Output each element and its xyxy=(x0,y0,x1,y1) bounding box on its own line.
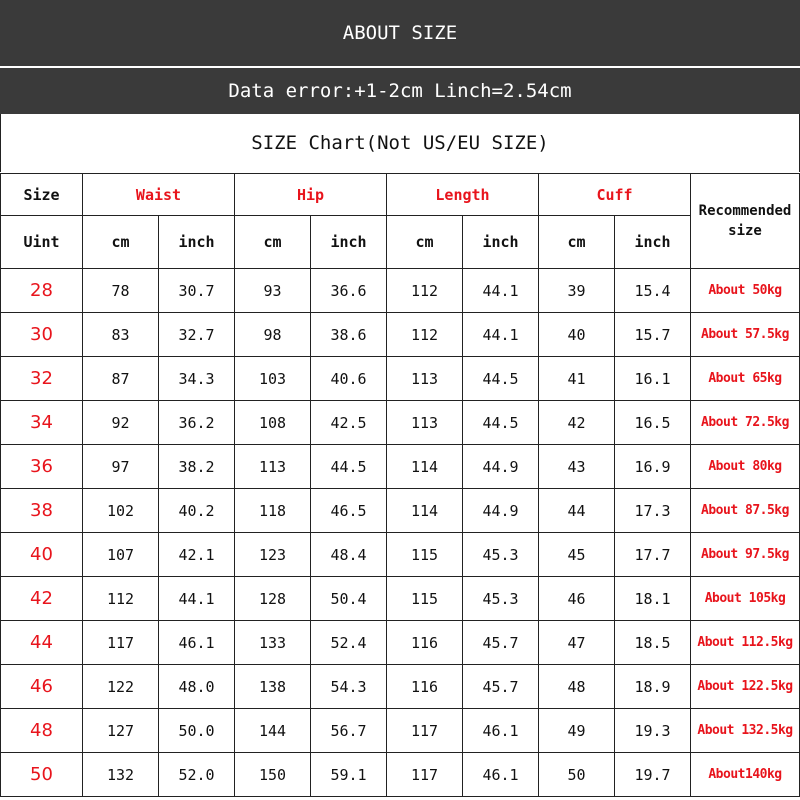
length-header: Length xyxy=(387,174,539,216)
cuff-inch-cell: 15.4 xyxy=(615,269,691,313)
waist-inch-cell: 36.2 xyxy=(159,401,235,445)
recommended-size-cell: About 112.5kg xyxy=(691,621,800,665)
waist-inch-cell: 48.0 xyxy=(159,665,235,709)
hip-inch-cell: 50.4 xyxy=(311,577,387,621)
cuff-inch-cell: 16.9 xyxy=(615,445,691,489)
waist-inch-cell: 46.1 xyxy=(159,621,235,665)
length-cm-cell: 115 xyxy=(387,533,463,577)
table-row xyxy=(1,269,800,313)
size-cell: 30 xyxy=(1,313,83,357)
length-inch-cell: 45.3 xyxy=(463,577,539,621)
hip-cm-cell: 108 xyxy=(235,401,311,445)
table-row xyxy=(1,753,800,797)
table-row xyxy=(1,577,800,621)
size-cell: 44 xyxy=(1,621,83,665)
waist-inch-cell: 42.1 xyxy=(159,533,235,577)
length-inch-cell: 45.3 xyxy=(463,533,539,577)
length-cm-header: cm xyxy=(387,216,463,269)
recommended-size-cell: About 80kg xyxy=(691,445,800,489)
hip-inch-cell: 42.5 xyxy=(311,401,387,445)
cuff-inch-header: inch xyxy=(615,216,691,269)
length-cm-cell: 116 xyxy=(387,665,463,709)
hip-cm-cell: 128 xyxy=(235,577,311,621)
hip-inch-cell: 44.5 xyxy=(311,445,387,489)
recommended-size-cell: About 132.5kg xyxy=(691,709,800,753)
length-cm-cell: 117 xyxy=(387,753,463,797)
waist-cm-cell: 107 xyxy=(83,533,159,577)
recommended-size-cell: About140kg xyxy=(691,753,800,797)
length-inch-cell: 44.1 xyxy=(463,313,539,357)
length-cm-cell: 115 xyxy=(387,577,463,621)
waist-header: Waist xyxy=(83,174,235,216)
hip-cm-cell: 98 xyxy=(235,313,311,357)
cuff-inch-cell: 16.1 xyxy=(615,357,691,401)
cuff-cm-cell: 41 xyxy=(539,357,615,401)
recommended-size-cell: About 122.5kg xyxy=(691,665,800,709)
hip-cm-cell: 113 xyxy=(235,445,311,489)
cuff-cm-cell: 39 xyxy=(539,269,615,313)
table-row xyxy=(1,313,800,357)
waist-inch-cell: 40.2 xyxy=(159,489,235,533)
hip-inch-cell: 36.6 xyxy=(311,269,387,313)
size-cell: 42 xyxy=(1,577,83,621)
size-cell: 36 xyxy=(1,445,83,489)
cuff-cm-cell: 47 xyxy=(539,621,615,665)
hip-inch-cell: 52.4 xyxy=(311,621,387,665)
hip-cm-cell: 123 xyxy=(235,533,311,577)
table-row xyxy=(1,709,800,753)
cuff-inch-cell: 15.7 xyxy=(615,313,691,357)
waist-inch-header: inch xyxy=(159,216,235,269)
cuff-inch-cell: 19.3 xyxy=(615,709,691,753)
cuff-cm-cell: 40 xyxy=(539,313,615,357)
hip-inch-header: inch xyxy=(311,216,387,269)
table-row xyxy=(1,621,800,665)
page-title: ABOUT SIZE xyxy=(0,0,800,68)
hip-inch-cell: 38.6 xyxy=(311,313,387,357)
hip-cm-cell: 133 xyxy=(235,621,311,665)
cuff-inch-cell: 17.3 xyxy=(615,489,691,533)
cuff-cm-cell: 49 xyxy=(539,709,615,753)
recommended-size-header: Recommended size xyxy=(691,174,800,269)
waist-inch-cell: 38.2 xyxy=(159,445,235,489)
hip-inch-cell: 59.1 xyxy=(311,753,387,797)
waist-inch-cell: 50.0 xyxy=(159,709,235,753)
recommended-size-cell: About 65kg xyxy=(691,357,800,401)
waist-cm-cell: 132 xyxy=(83,753,159,797)
cuff-inch-cell: 19.7 xyxy=(615,753,691,797)
hip-cm-cell: 138 xyxy=(235,665,311,709)
header-row-units xyxy=(1,216,800,269)
hip-header: Hip xyxy=(235,174,387,216)
waist-cm-cell: 127 xyxy=(83,709,159,753)
hip-inch-cell: 40.6 xyxy=(311,357,387,401)
length-inch-cell: 46.1 xyxy=(463,709,539,753)
size-cell: 48 xyxy=(1,709,83,753)
table-row xyxy=(1,489,800,533)
unit-header: Uint xyxy=(1,216,83,269)
length-inch-cell: 44.9 xyxy=(463,445,539,489)
cuff-inch-cell: 16.5 xyxy=(615,401,691,445)
size-cell: 46 xyxy=(1,665,83,709)
hip-cm-cell: 103 xyxy=(235,357,311,401)
cuff-cm-cell: 44 xyxy=(539,489,615,533)
recommended-size-cell: About 87.5kg xyxy=(691,489,800,533)
cuff-cm-cell: 45 xyxy=(539,533,615,577)
waist-cm-cell: 112 xyxy=(83,577,159,621)
length-inch-cell: 45.7 xyxy=(463,621,539,665)
length-cm-cell: 116 xyxy=(387,621,463,665)
hip-inch-cell: 48.4 xyxy=(311,533,387,577)
length-inch-cell: 44.5 xyxy=(463,357,539,401)
size-chart-subtitle: SIZE Chart(Not US/EU SIZE) xyxy=(0,114,800,172)
length-cm-cell: 113 xyxy=(387,401,463,445)
hip-cm-cell: 150 xyxy=(235,753,311,797)
cuff-cm-cell: 50 xyxy=(539,753,615,797)
hip-cm-header: cm xyxy=(235,216,311,269)
waist-cm-cell: 122 xyxy=(83,665,159,709)
waist-inch-cell: 44.1 xyxy=(159,577,235,621)
hip-inch-cell: 56.7 xyxy=(311,709,387,753)
hip-cm-cell: 118 xyxy=(235,489,311,533)
cuff-cm-cell: 46 xyxy=(539,577,615,621)
recommended-size-cell: About 97.5kg xyxy=(691,533,800,577)
waist-cm-header: cm xyxy=(83,216,159,269)
recommended-size-cell: About 50kg xyxy=(691,269,800,313)
cuff-cm-cell: 42 xyxy=(539,401,615,445)
hip-inch-cell: 46.5 xyxy=(311,489,387,533)
size-cell: 28 xyxy=(1,269,83,313)
length-inch-cell: 44.1 xyxy=(463,269,539,313)
recommended-size-cell: About 57.5kg xyxy=(691,313,800,357)
table-row xyxy=(1,445,800,489)
length-inch-cell: 45.7 xyxy=(463,665,539,709)
cuff-inch-cell: 18.1 xyxy=(615,577,691,621)
table-row xyxy=(1,357,800,401)
length-cm-cell: 114 xyxy=(387,489,463,533)
hip-inch-cell: 54.3 xyxy=(311,665,387,709)
size-cell: 32 xyxy=(1,357,83,401)
length-cm-cell: 117 xyxy=(387,709,463,753)
length-cm-cell: 112 xyxy=(387,269,463,313)
length-cm-cell: 114 xyxy=(387,445,463,489)
cuff-cm-cell: 48 xyxy=(539,665,615,709)
hip-cm-cell: 93 xyxy=(235,269,311,313)
waist-cm-cell: 117 xyxy=(83,621,159,665)
size-chart-table xyxy=(0,173,800,797)
length-cm-cell: 112 xyxy=(387,313,463,357)
cuff-inch-cell: 18.5 xyxy=(615,621,691,665)
hip-cm-cell: 144 xyxy=(235,709,311,753)
waist-cm-cell: 97 xyxy=(83,445,159,489)
length-cm-cell: 113 xyxy=(387,357,463,401)
table-row xyxy=(1,401,800,445)
size-cell: 34 xyxy=(1,401,83,445)
header-row-groups xyxy=(1,174,800,216)
waist-cm-cell: 83 xyxy=(83,313,159,357)
recommended-size-cell: About 72.5kg xyxy=(691,401,800,445)
size-cell: 40 xyxy=(1,533,83,577)
waist-inch-cell: 52.0 xyxy=(159,753,235,797)
length-inch-cell: 44.9 xyxy=(463,489,539,533)
waist-cm-cell: 87 xyxy=(83,357,159,401)
length-inch-header: inch xyxy=(463,216,539,269)
waist-cm-cell: 78 xyxy=(83,269,159,313)
waist-inch-cell: 34.3 xyxy=(159,357,235,401)
table-row xyxy=(1,533,800,577)
waist-cm-cell: 92 xyxy=(83,401,159,445)
waist-cm-cell: 102 xyxy=(83,489,159,533)
cuff-inch-cell: 17.7 xyxy=(615,533,691,577)
recommended-size-cell: About 105kg xyxy=(691,577,800,621)
size-cell: 38 xyxy=(1,489,83,533)
length-inch-cell: 44.5 xyxy=(463,401,539,445)
cuff-header: Cuff xyxy=(539,174,691,216)
data-error-note: Data error:+1-2cm Linch=2.54cm xyxy=(0,68,800,114)
size-header: Size xyxy=(1,174,83,216)
cuff-cm-header: cm xyxy=(539,216,615,269)
cuff-inch-cell: 18.9 xyxy=(615,665,691,709)
waist-inch-cell: 30.7 xyxy=(159,269,235,313)
size-cell: 50 xyxy=(1,753,83,797)
cuff-cm-cell: 43 xyxy=(539,445,615,489)
length-inch-cell: 46.1 xyxy=(463,753,539,797)
waist-inch-cell: 32.7 xyxy=(159,313,235,357)
table-row xyxy=(1,665,800,709)
